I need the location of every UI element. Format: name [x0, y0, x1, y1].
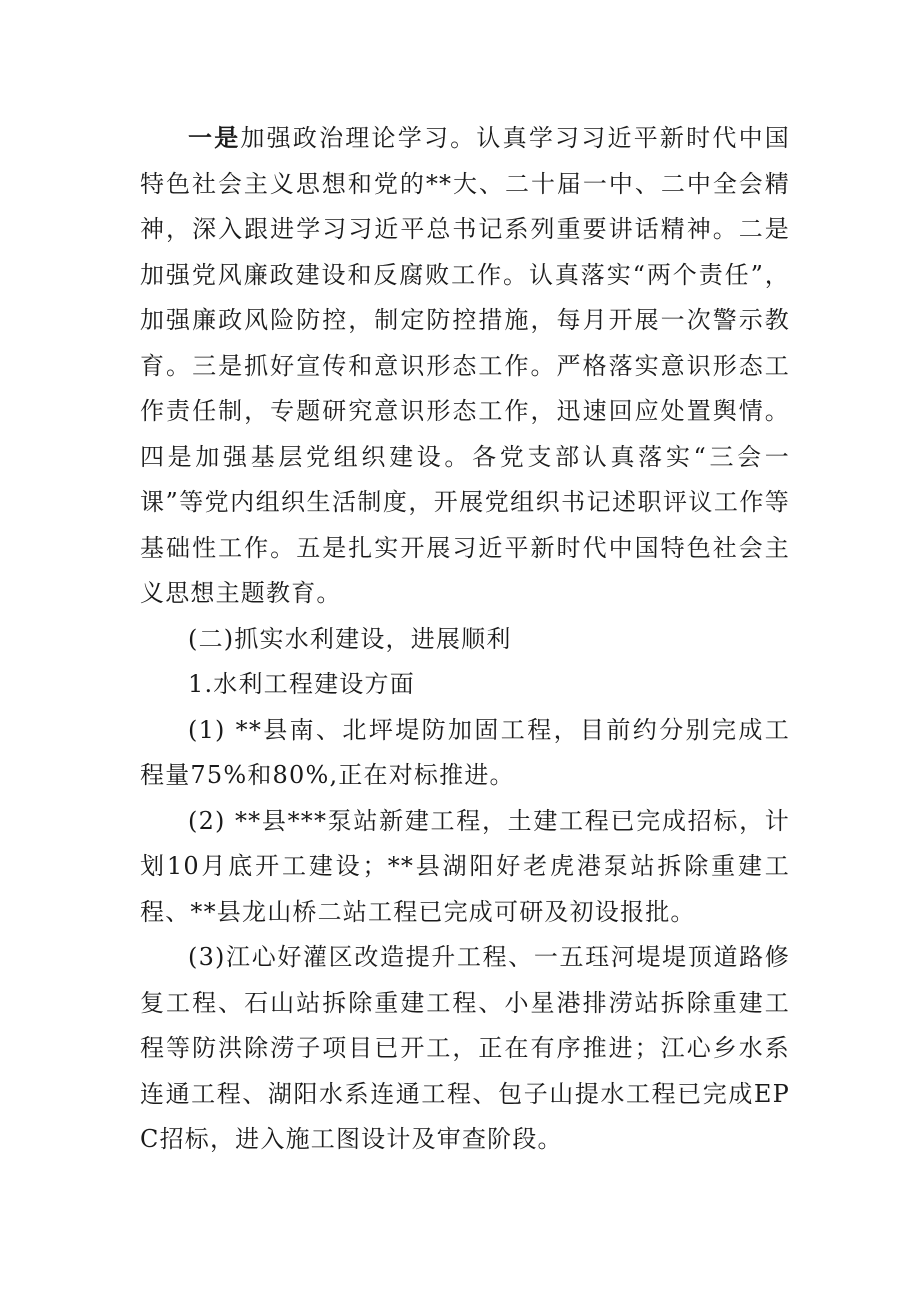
subsection-heading-water-projects	[140, 662, 790, 708]
list-item-text: (3)江心好灌区改造提升工程、一五珏河堤堤顶道路修复工程、石山站拆除重建工程、小星港排涝站拆除重建工程等防洪除涝子项目已开工，正在有序推进；江心乡水系连通工程、湖阳水系连通工程、包子山提水工程已完成EPC招标，进入施工图设计及审查阶段。	[140, 943, 790, 1153]
list-item-2	[140, 799, 790, 936]
document-page	[140, 116, 790, 1163]
paragraph-lead: 一是	[188, 124, 241, 152]
list-item-1	[140, 708, 790, 799]
list-item-text: (1) **县南、北坪堤防加固工程，目前约分别完成工程量75%和80%,正在对标推进。	[140, 715, 790, 789]
list-item-3	[140, 935, 790, 1163]
subsection-heading-text: 1.水利工程建设方面	[188, 670, 415, 698]
paragraph-party-building	[140, 116, 790, 617]
paragraph-text: 加强政治理论学习。认真学习习近平新时代中国特色社会主义思想和党的**大、二十届一中、二中全会精神，深入跟进学习习近平总书记系列重要讲话精神。二是加强党风廉政建设和反腐败工作。认真落实“两个责任”，加强廉政风险防控，制定防控措施，每月开展一次警示教育。三是抓好宣传和意识形态工作。严格落实意识形态工作责任制，专题研究意识形态工作，迅速回应处置舆情。四是加强基层党组织建设。各党支部认真落实“三会一课”等党内组织生活制度，开展党组织书记述职评议工作等基础性工作。五是扎实开展习近平新时代中国特色社会主义思想主题教育。	[140, 124, 790, 607]
list-item-text: (2) **县***泵站新建工程，土建工程已完成招标，计划10月底开工建设；**县湖阳好老虎港泵站拆除重建工程、**县龙山桥二站工程已完成可研及初设报批。	[140, 806, 790, 926]
section-heading-water-construction	[140, 617, 790, 663]
section-heading-text: (二)抓实水利建设，进展顺利	[188, 624, 512, 653]
